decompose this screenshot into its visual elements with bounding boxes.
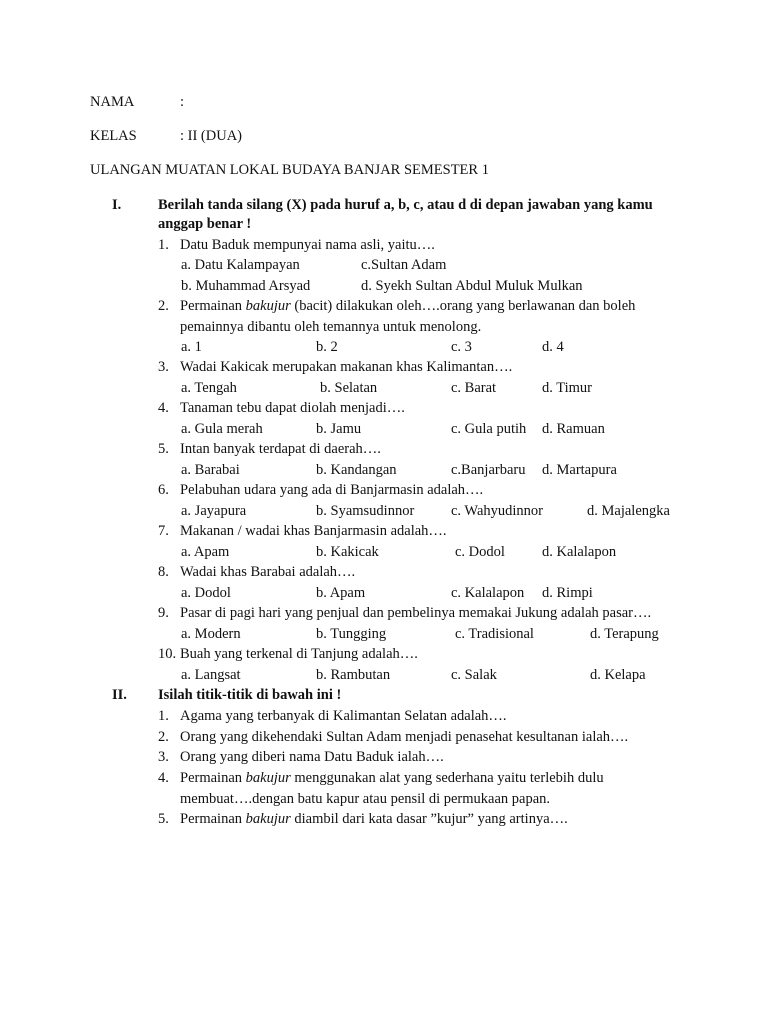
nama-label: NAMA bbox=[90, 94, 135, 110]
exam-title: ULANGAN MUATAN LOKAL BUDAYA BANJAR SEMESTER 1 bbox=[90, 162, 489, 178]
question-number: 3. bbox=[158, 359, 169, 375]
section-2-numeral: II. bbox=[112, 687, 127, 703]
question-number: 1. bbox=[158, 237, 169, 253]
question-number: 4. bbox=[158, 400, 169, 416]
option-c: c. Barat bbox=[451, 380, 497, 396]
option-a: a. Dodol bbox=[181, 585, 231, 601]
bakujur-term: bakujur bbox=[245, 770, 291, 786]
option-d: d. Kalalapon bbox=[542, 544, 617, 560]
option-d: d. Rimpi bbox=[542, 585, 593, 601]
option-d: d. Martapura bbox=[542, 462, 617, 478]
section-1-numeral: I. bbox=[112, 197, 122, 213]
option-c: c.Banjarbaru bbox=[451, 462, 526, 478]
question-number: 8. bbox=[158, 564, 169, 580]
bakujur-term: bakujur bbox=[245, 811, 291, 827]
item-text: Orang yang dikehendaki Sultan Adam menjadi penasehat kesultanan ialah…. bbox=[180, 729, 629, 745]
option-a: a. Langsat bbox=[181, 667, 241, 683]
question-text: Wadai khas Barabai adalah…. bbox=[180, 564, 356, 580]
option-b: b. Kakicak bbox=[316, 544, 379, 560]
option-d: d. Timur bbox=[542, 380, 592, 396]
question-text: Wadai Kakicak merupakan makanan khas Kalimantan…. bbox=[180, 359, 513, 375]
item-text: Agama yang terbanyak di Kalimantan Selatan adalah…. bbox=[180, 708, 507, 724]
section-2-instruction: Isilah titik-titik di bawah ini ! bbox=[158, 687, 342, 703]
option-c: c. Gula putih bbox=[451, 421, 527, 437]
question-text: Makanan / wadai khas Banjarmasin adalah…. bbox=[180, 523, 447, 539]
option-b: b. Apam bbox=[316, 585, 366, 601]
option-b: b. Syamsudinnor bbox=[316, 503, 415, 519]
section-1-instruction: Berilah tanda silang (X) pada huruf a, b, c, atau d di depan jawaban yang kamu bbox=[158, 197, 653, 213]
kelas-value: : II (DUA) bbox=[180, 128, 243, 144]
section-1-instruction-cont: anggap benar ! bbox=[158, 216, 252, 232]
question-text: Datu Baduk mempunyai nama asli, yaitu…. bbox=[180, 237, 435, 253]
question-text: Pasar di pagi hari yang penjual dan pembelinya memakai Jukung adalah pasar…. bbox=[180, 605, 652, 621]
option-a: a. Barabai bbox=[181, 462, 240, 478]
question-text: Buah yang terkenal di Tanjung adalah…. bbox=[180, 646, 418, 662]
item-text: Permainan bakujur diambil dari kata dasar ”kujur” yang artinya…. bbox=[180, 811, 568, 827]
option-c: c. Salak bbox=[451, 667, 497, 683]
option-b: b. 2 bbox=[316, 339, 338, 355]
option-c: c. Kalalapon bbox=[451, 585, 525, 601]
question-number: 5. bbox=[158, 441, 169, 457]
option-d: d. Ramuan bbox=[542, 421, 605, 437]
option-b: b. Jamu bbox=[316, 421, 362, 437]
question-text: Tanaman tebu dapat diolah menjadi…. bbox=[180, 400, 405, 416]
option-c: c. Dodol bbox=[455, 544, 505, 560]
question-text: Permainan bakujur (bacit) dilakukan oleh….orang yang berlawanan dan boleh bbox=[180, 298, 636, 314]
option-a: a. Datu Kalampayan bbox=[181, 257, 300, 273]
option-b: b. Tungging bbox=[316, 626, 387, 642]
item-text: Orang yang diberi nama Datu Baduk ialah…. bbox=[180, 749, 444, 765]
question-text: Pelabuhan udara yang ada di Banjarmasin adalah…. bbox=[180, 482, 484, 498]
item-number: 3. bbox=[158, 749, 169, 765]
item-number: 5. bbox=[158, 811, 169, 827]
option-c: c.Sultan Adam bbox=[361, 257, 447, 273]
nama-colon: : bbox=[180, 94, 185, 110]
option-a: a. Jayapura bbox=[181, 503, 247, 519]
option-d: d. Terapung bbox=[590, 626, 659, 642]
option-d: d. Kelapa bbox=[590, 667, 646, 683]
bakujur-term: bakujur bbox=[245, 298, 291, 314]
question-number: 10. bbox=[158, 646, 177, 662]
option-c: c. 3 bbox=[451, 339, 472, 355]
option-b: b. Kandangan bbox=[316, 462, 397, 478]
item-number: 1. bbox=[158, 708, 169, 724]
question-number: 9. bbox=[158, 605, 169, 621]
question-text: Intan banyak terdapat di daerah…. bbox=[180, 441, 381, 457]
option-c: c. Wahyudinnor bbox=[451, 503, 543, 519]
option-b: b. Muhammad Arsyad bbox=[181, 278, 311, 294]
option-a: a. Apam bbox=[181, 544, 230, 560]
option-d: d. Syekh Sultan Abdul Muluk Mulkan bbox=[361, 278, 583, 294]
option-a: a. Tengah bbox=[181, 380, 237, 396]
item-number: 2. bbox=[158, 729, 169, 745]
item-text: Permainan bakujur menggunakan alat yang sederhana yaitu terlebih dulu bbox=[180, 770, 604, 786]
option-a: a. Gula merah bbox=[181, 421, 263, 437]
option-d: d. 4 bbox=[542, 339, 564, 355]
option-d: d. Majalengka bbox=[587, 503, 670, 519]
kelas-label: KELAS bbox=[90, 128, 137, 144]
question-number: 6. bbox=[158, 482, 169, 498]
option-b: b. Rambutan bbox=[316, 667, 391, 683]
question-text-cont: pemainnya dibantu oleh temannya untuk menolong. bbox=[180, 319, 482, 335]
item-number: 4. bbox=[158, 770, 169, 786]
item-text-cont: membuat….dengan batu kapur atau pensil di permukaan papan. bbox=[180, 791, 551, 807]
option-a: a. 1 bbox=[181, 339, 202, 355]
option-b: b. Selatan bbox=[320, 380, 378, 396]
question-number: 7. bbox=[158, 523, 169, 539]
question-number: 2. bbox=[158, 298, 169, 314]
option-a: a. Modern bbox=[181, 626, 241, 642]
option-c: c. Tradisional bbox=[455, 626, 534, 642]
